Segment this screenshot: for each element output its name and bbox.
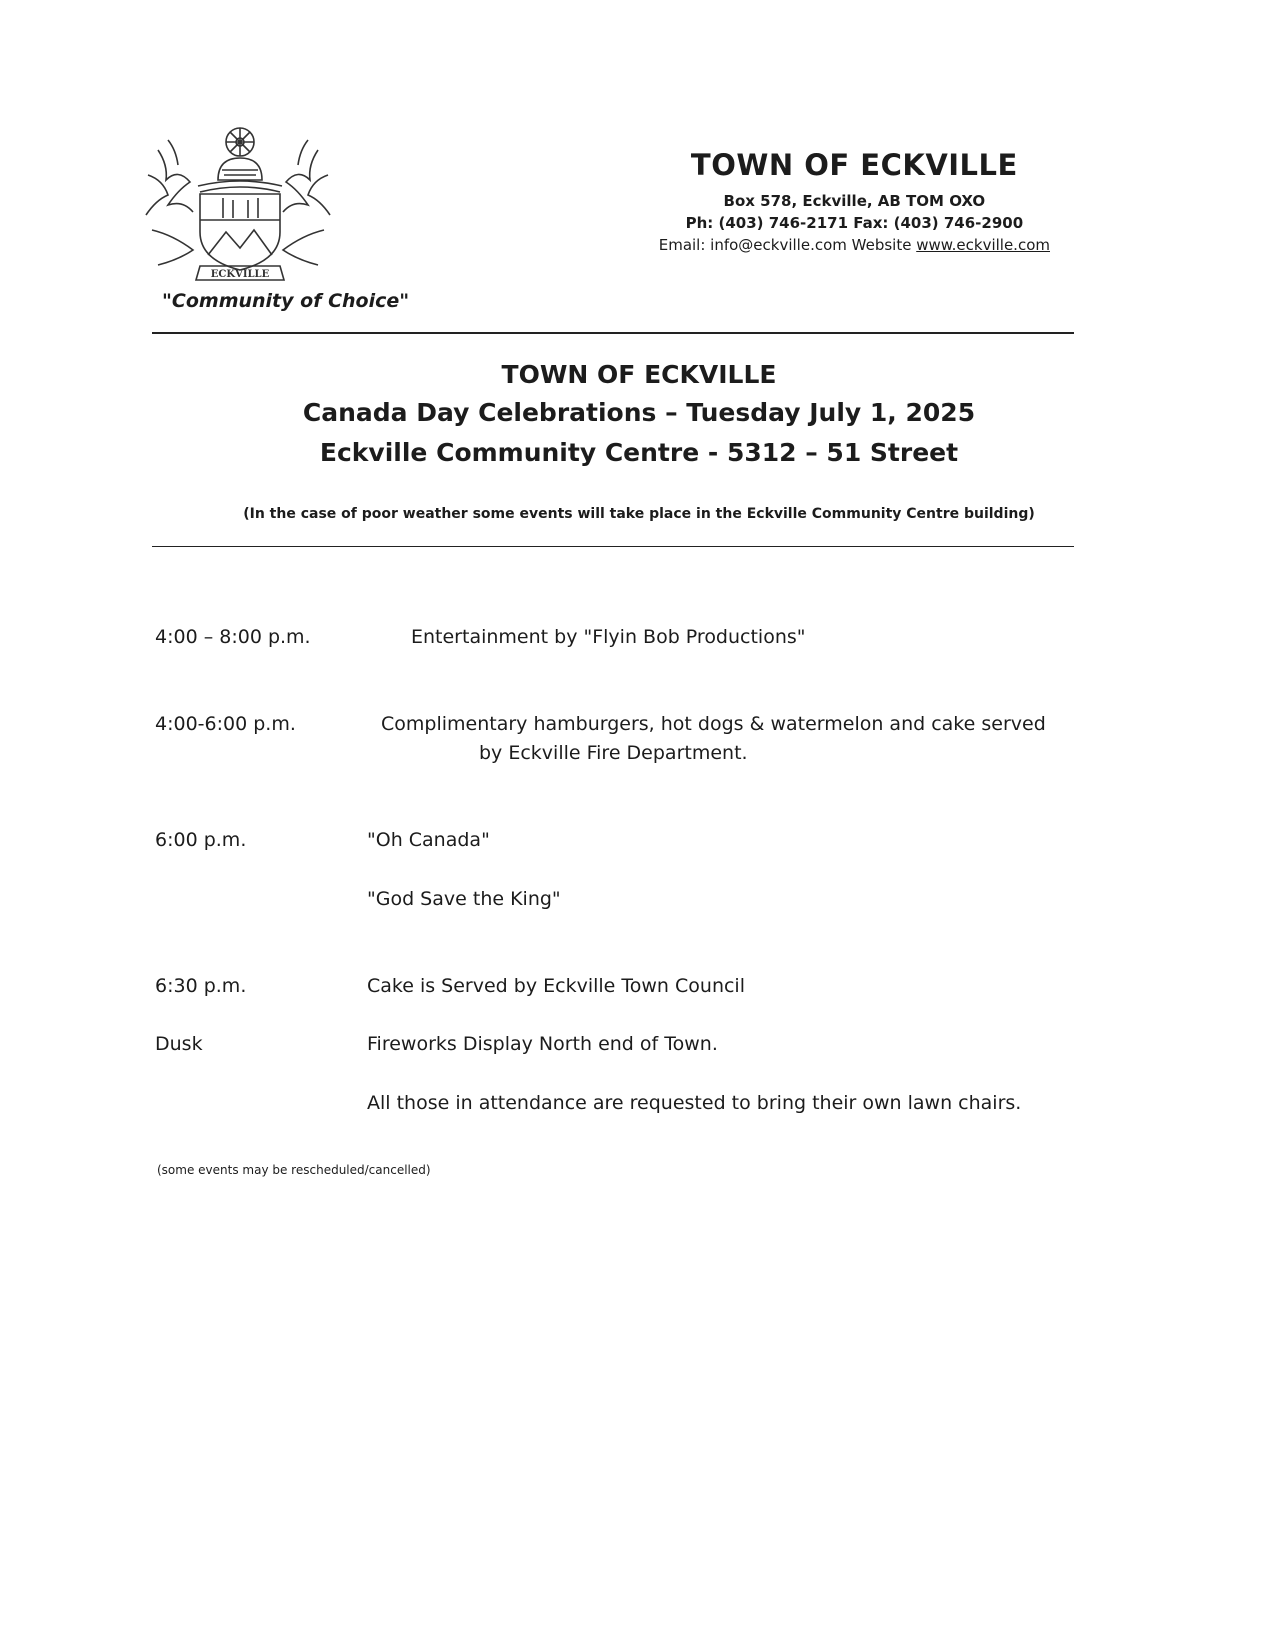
weather-note: (In the case of poor weather some events will take place in the Eckville Community Centre building) [243, 506, 1035, 522]
title-divider [152, 546, 1074, 547]
event-subtitle: Canada Day Celebrations – Tuesday July 1, 2025 [302, 398, 976, 427]
town-crest-logo [138, 120, 338, 285]
schedule-item-5: Fireworks Display North end of Town. [367, 1033, 718, 1055]
schedule-item-4: Cake is Served by Eckville Town Council [367, 975, 745, 997]
schedule-time-3: 6:00 p.m. [155, 829, 247, 851]
schedule-item-2-cont: by Eckville Fire Department. [479, 742, 748, 764]
schedule-time-4: 6:30 p.m. [155, 975, 247, 997]
event-title: TOWN OF ECKVILLE [501, 360, 777, 389]
letterhead-email-line [659, 234, 1050, 256]
crest-scroll-label: ECKVILLE [210, 269, 270, 280]
schedule-item-3-cont: "God Save the King" [367, 888, 561, 910]
letterhead-title: TOWN OF ECKVILLE [690, 148, 1018, 182]
schedule-time-5: Dusk [155, 1033, 203, 1055]
town-motto: "Community of Choice" [162, 290, 410, 312]
schedule-item-2: Complimentary hamburgers, hot dogs & watermelon and cake served [381, 713, 1046, 735]
schedule-time-1: 4:00 – 8:00 p.m. [155, 626, 311, 648]
letterhead-address: Box 578, Eckville, AB TOM OXO [723, 192, 986, 210]
header-divider [152, 332, 1074, 334]
event-location: Eckville Community Centre - 5312 – 51 Street [319, 438, 959, 467]
schedule-item-3: "Oh Canada" [367, 829, 490, 851]
schedule-item-5-cont: All those in attendance are requested to bring their own lawn chairs. [367, 1092, 1022, 1114]
email-text: Email: info@eckville.com Website [658, 236, 917, 254]
letterhead-block [659, 148, 1050, 256]
footer-note: (some events may be rescheduled/cancelled) [157, 1163, 431, 1177]
website-link[interactable]: www.eckville.com [916, 236, 1050, 254]
schedule-item-1: Entertainment by "Flyin Bob Productions" [411, 626, 806, 648]
schedule-time-2: 4:00-6:00 p.m. [155, 713, 296, 735]
letterhead-phone: Ph: (403) 746-2171 Fax: (403) 746-2900 [685, 214, 1024, 232]
